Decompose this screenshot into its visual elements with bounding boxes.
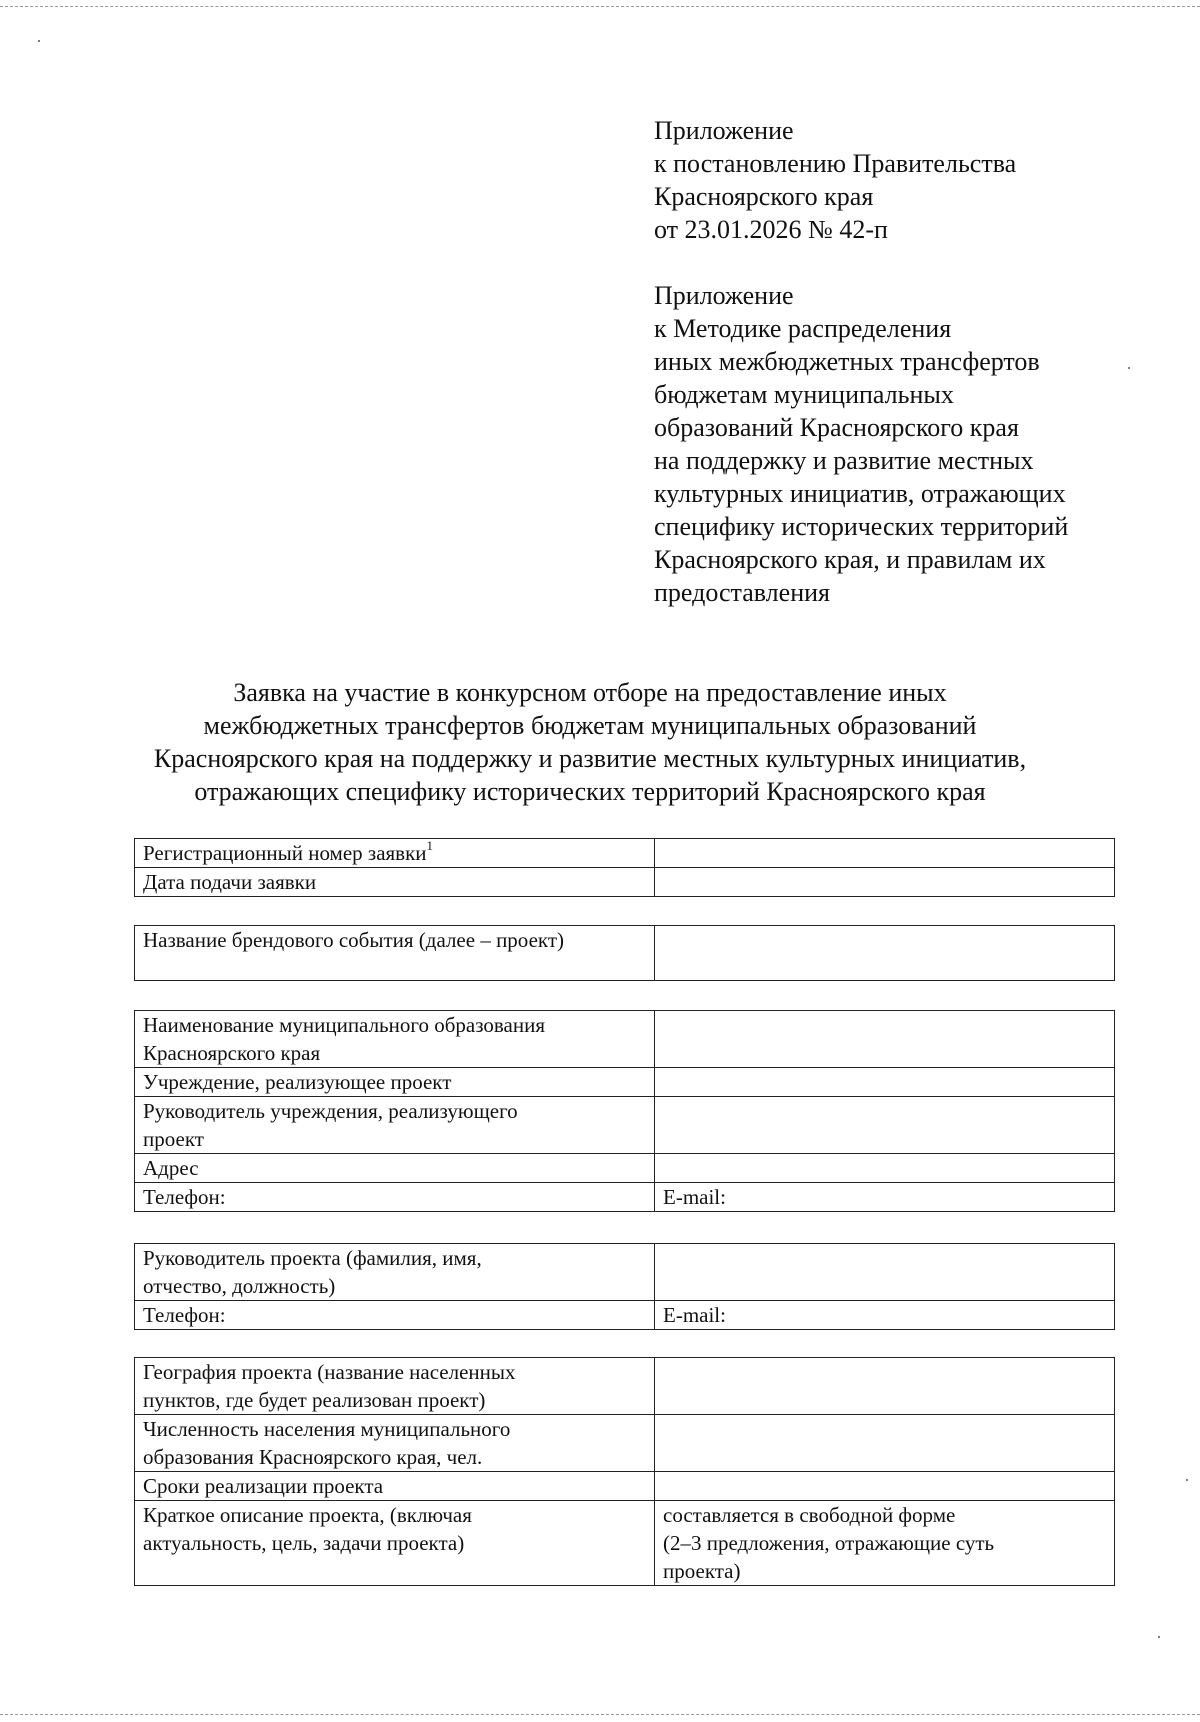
appendix-line: бюджетам муниципальных (654, 380, 954, 409)
appendix-resolution (654, 114, 1016, 246)
phone-label[interactable]: Телефон: (135, 1301, 655, 1330)
appendix-line: на поддержку и развитие местных (654, 446, 1034, 475)
institution-label: Учреждение, реализующее проект (135, 1068, 655, 1097)
title-line: Красноярского края на поддержку и развитие местных культурных инициатив, (153, 744, 1027, 773)
scan-edge-bottom (0, 1714, 1200, 1715)
geography-label (135, 1358, 655, 1415)
appendix-line: от 23.01.2026 № 42-п (654, 215, 888, 244)
event-table (134, 925, 1115, 981)
table-row (135, 1183, 1115, 1212)
phone-label[interactable]: Телефон: (135, 1183, 655, 1212)
appendix-line: образований Красноярского края (654, 413, 1019, 442)
appendix-line: к постановлению Правительства (654, 149, 1017, 178)
label-line: пунктов, где будет реализован проект) (143, 1388, 486, 1412)
event-name-field[interactable] (655, 926, 1115, 981)
label-line: образования Красноярского края, чел. (143, 1445, 483, 1469)
scan-edge-top (0, 6, 1200, 7)
label-line: Численность населения муниципального (143, 1417, 511, 1441)
municipality-table (134, 1010, 1115, 1212)
table-row (135, 1415, 1115, 1472)
table-row (135, 1358, 1115, 1415)
description-field[interactable] (655, 1501, 1115, 1586)
table-row (135, 1011, 1115, 1068)
submission-date-field[interactable] (655, 868, 1115, 897)
project-head-label (135, 1244, 655, 1301)
table-row (135, 1097, 1115, 1154)
geography-table (134, 1357, 1115, 1586)
appendix-line: специфику исторических территорий (654, 512, 1069, 541)
appendix-line: к Методике распределения (654, 314, 952, 343)
appendix-line: культурных инициатив, отражающих (654, 479, 1066, 508)
footnote-marker: 1 (426, 838, 434, 853)
reg-number-label: Регистрационный номер заявки (143, 841, 427, 865)
label-line: Красноярского края (143, 1041, 321, 1065)
table-row (135, 1301, 1115, 1330)
institution-head-label (135, 1097, 655, 1154)
title-line: Заявка на участие в конкурсном отборе на предоставление иных (233, 678, 947, 707)
label-line: актуальность, цель, задачи проекта) (143, 1531, 465, 1555)
email-label[interactable]: E-mail: (655, 1183, 1115, 1212)
table-row (135, 1501, 1115, 1586)
description-label (135, 1501, 655, 1586)
scan-speck (1128, 367, 1130, 369)
table-row (135, 1154, 1115, 1183)
address-field[interactable] (655, 1154, 1115, 1183)
appendix-line: Приложение (654, 116, 794, 145)
reg-number-label-cell (135, 839, 655, 868)
population-field[interactable] (655, 1415, 1115, 1472)
scan-speck (38, 40, 40, 42)
table-row (135, 839, 1115, 868)
document-title (130, 676, 1050, 808)
population-label (135, 1415, 655, 1472)
table-row (135, 1244, 1115, 1301)
label-line: Руководитель проекта (фамилия, имя, (143, 1246, 482, 1270)
address-label: Адрес (135, 1154, 655, 1183)
appendix-line: Красноярского края, и правилам их (654, 545, 1046, 574)
appendix-line: иных межбюджетных трансфертов (654, 347, 1040, 376)
hint-line: составляется в свободной форме (663, 1503, 956, 1527)
label-line: Руководитель учреждения, реализующего (143, 1099, 518, 1123)
table-row (135, 926, 1115, 981)
institution-head-field[interactable] (655, 1097, 1115, 1154)
table-row (135, 1472, 1115, 1501)
event-name-label: Название брендового события (далее – проект) (135, 926, 655, 981)
email-label[interactable]: E-mail: (655, 1301, 1115, 1330)
label-line: Краткое описание проекта, (включая (143, 1503, 472, 1527)
label-line: проект (143, 1127, 204, 1151)
geography-field[interactable] (655, 1358, 1115, 1415)
municipality-field[interactable] (655, 1011, 1115, 1068)
timeline-label: Сроки реализации проекта (135, 1472, 655, 1501)
label-line: Наименование муниципального образования (143, 1013, 545, 1037)
project-head-table (134, 1243, 1115, 1330)
hint-line: (2–3 предложения, отражающие суть (663, 1531, 995, 1555)
appendix-line: Красноярского края (654, 182, 874, 211)
appendix-line: предоставления (654, 578, 830, 607)
label-line: География проекта (название населенных (143, 1360, 516, 1384)
hint-line: проекта) (663, 1559, 741, 1583)
institution-field[interactable] (655, 1068, 1115, 1097)
scan-speck (1158, 1636, 1160, 1638)
title-line: межбюджетных трансфертов бюджетам муниципальных образований (203, 711, 977, 740)
scan-speck (1186, 1479, 1188, 1481)
timeline-field[interactable] (655, 1472, 1115, 1501)
table-row (135, 868, 1115, 897)
submission-date-label: Дата подачи заявки (135, 868, 655, 897)
title-line: отражающих специфику исторических территорий Красноярского края (194, 777, 986, 806)
appendix-line: Приложение (654, 281, 794, 310)
reg-number-field[interactable] (655, 839, 1115, 868)
appendix-methodology (654, 279, 1068, 609)
label-line: отчество, должность) (143, 1274, 336, 1298)
project-head-field[interactable] (655, 1244, 1115, 1301)
registration-table (134, 838, 1115, 897)
table-row (135, 1068, 1115, 1097)
municipality-label (135, 1011, 655, 1068)
